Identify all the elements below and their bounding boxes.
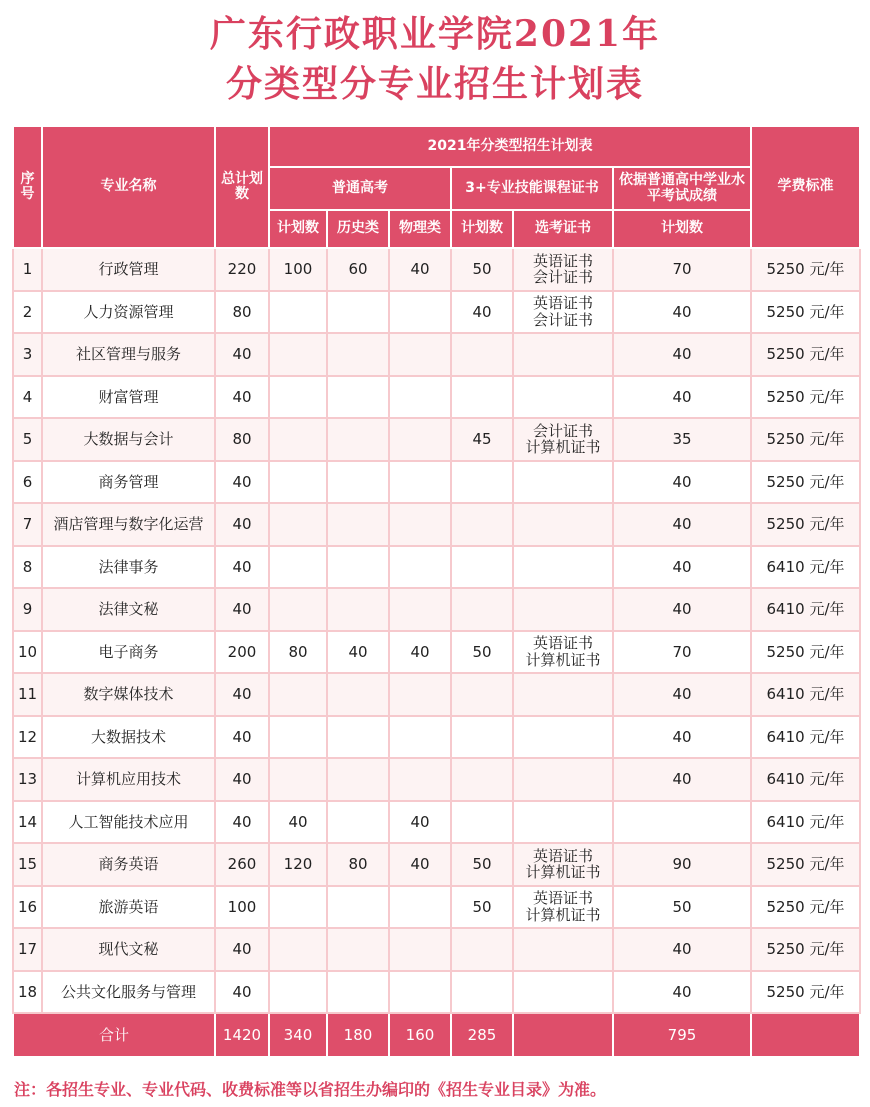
header-cert: 选考证书	[513, 210, 613, 248]
cell-total: 40	[215, 928, 269, 971]
cell-xueye-plan: 40	[613, 546, 751, 589]
cell-gaokao-plan	[269, 928, 327, 971]
cell-total: 40	[215, 461, 269, 504]
table-row	[13, 418, 860, 461]
cell-total: 40	[215, 588, 269, 631]
cell-cert	[513, 716, 613, 759]
cell-physics	[389, 291, 451, 334]
cell-xueye-plan: 40	[613, 588, 751, 631]
cell-history	[327, 291, 389, 334]
cell-major: 社区管理与服务	[42, 333, 215, 376]
header-plan-xueye: 计划数	[613, 210, 751, 248]
cell-xueye-plan: 40	[613, 928, 751, 971]
table-row	[13, 461, 860, 504]
cell-skill-plan	[451, 928, 513, 971]
cell-xueye-plan: 40	[613, 503, 751, 546]
cell-major: 电子商务	[42, 631, 215, 674]
total-xueye: 795	[613, 1013, 751, 1057]
cell-major: 财富管理	[42, 376, 215, 419]
cell-fee: 6410 元/年	[751, 801, 860, 844]
cell-cert	[513, 461, 613, 504]
cell-major: 人工智能技术应用	[42, 801, 215, 844]
cell-history	[327, 716, 389, 759]
cell-seq: 1	[13, 248, 42, 291]
table-row	[13, 843, 860, 886]
cell-major: 计算机应用技术	[42, 758, 215, 801]
table-row	[13, 971, 860, 1014]
cell-seq: 10	[13, 631, 42, 674]
cell-seq: 13	[13, 758, 42, 801]
cell-major: 商务管理	[42, 461, 215, 504]
cell-seq: 3	[13, 333, 42, 376]
cell-physics	[389, 758, 451, 801]
cell-major: 商务英语	[42, 843, 215, 886]
cell-total: 40	[215, 716, 269, 759]
cell-skill-plan	[451, 758, 513, 801]
cell-total: 40	[215, 801, 269, 844]
cell-cert	[513, 843, 613, 886]
cell-xueye-plan: 40	[613, 333, 751, 376]
cell-xueye-plan: 40	[613, 716, 751, 759]
cell-seq: 9	[13, 588, 42, 631]
table-row	[13, 716, 860, 759]
cell-cert	[513, 886, 613, 929]
cell-major: 法律文秘	[42, 588, 215, 631]
total-total: 1420	[215, 1013, 269, 1057]
total-physics: 160	[389, 1013, 451, 1057]
cell-history	[327, 758, 389, 801]
cell-skill-plan: 50	[451, 248, 513, 291]
cell-fee: 6410 元/年	[751, 673, 860, 716]
cell-total: 220	[215, 248, 269, 291]
cell-major: 行政管理	[42, 248, 215, 291]
cell-major: 人力资源管理	[42, 291, 215, 334]
cell-gaokao-plan	[269, 461, 327, 504]
cell-major: 公共文化服务与管理	[42, 971, 215, 1014]
cell-seq: 7	[13, 503, 42, 546]
table-row	[13, 248, 860, 291]
cell-physics	[389, 461, 451, 504]
cell-xueye-plan: 40	[613, 971, 751, 1014]
cell-total: 200	[215, 631, 269, 674]
cell-gaokao-plan: 80	[269, 631, 327, 674]
total-skill: 285	[451, 1013, 513, 1057]
header-plan-gaokao: 计划数	[269, 210, 327, 248]
cell-history	[327, 503, 389, 546]
cell-skill-plan	[451, 971, 513, 1014]
cell-history: 40	[327, 631, 389, 674]
cell-total: 40	[215, 971, 269, 1014]
cell-cert	[513, 418, 613, 461]
cell-physics	[389, 546, 451, 589]
cell-gaokao-plan	[269, 758, 327, 801]
table-row	[13, 291, 860, 334]
header-plan-skill: 计划数	[451, 210, 513, 248]
cell-history	[327, 928, 389, 971]
cert-line: 会计证书	[532, 310, 593, 329]
cell-cert	[513, 758, 613, 801]
header-group: 2021年分类型招生计划表	[269, 126, 751, 167]
total-label: 合计	[13, 1013, 215, 1057]
cell-history	[327, 333, 389, 376]
cell-seq: 5	[13, 418, 42, 461]
cell-physics: 40	[389, 843, 451, 886]
cert-line: 英语证书	[532, 294, 593, 313]
cell-fee: 5250 元/年	[751, 928, 860, 971]
table-row	[13, 333, 860, 376]
cell-fee: 6410 元/年	[751, 546, 860, 589]
cell-skill-plan: 50	[451, 631, 513, 674]
cell-physics	[389, 588, 451, 631]
cell-major: 大数据技术	[42, 716, 215, 759]
title-line-1: 广东行政职业学院2021年	[209, 13, 661, 55]
cell-fee: 6410 元/年	[751, 716, 860, 759]
cell-cert	[513, 376, 613, 419]
header-major: 专业名称	[42, 126, 215, 248]
cell-cert	[513, 546, 613, 589]
cell-physics: 40	[389, 631, 451, 674]
cell-xueye-plan: 35	[613, 418, 751, 461]
cell-major: 法律事务	[42, 546, 215, 589]
table-row	[13, 631, 860, 674]
table-row	[13, 673, 860, 716]
cell-fee: 5250 元/年	[751, 461, 860, 504]
cell-physics: 40	[389, 248, 451, 291]
cell-history	[327, 461, 389, 504]
cell-fee: 5250 元/年	[751, 631, 860, 674]
cell-cert	[513, 928, 613, 971]
cell-gaokao-plan	[269, 588, 327, 631]
cell-cert	[513, 673, 613, 716]
cell-xueye-plan: 40	[613, 376, 751, 419]
cell-fee: 5250 元/年	[751, 503, 860, 546]
cell-xueye-plan: 40	[613, 673, 751, 716]
cell-xueye-plan: 70	[613, 631, 751, 674]
cert-line: 英语证书	[532, 889, 593, 908]
table-row	[13, 758, 860, 801]
cert-line: 计算机证书	[525, 905, 601, 924]
cell-physics	[389, 333, 451, 376]
cert-line: 会计证书	[532, 268, 593, 287]
cell-seq: 15	[13, 843, 42, 886]
cell-seq: 12	[13, 716, 42, 759]
table-row	[13, 546, 860, 589]
title-line-2: 分类型分专业招生计划表	[225, 63, 644, 105]
cert-line: 英语证书	[532, 634, 593, 653]
cell-history	[327, 971, 389, 1014]
cell-skill-plan: 50	[451, 843, 513, 886]
cell-gaokao-plan	[269, 333, 327, 376]
cell-total: 260	[215, 843, 269, 886]
cell-history	[327, 588, 389, 631]
header-gaokao: 普通高考	[269, 167, 451, 210]
cell-xueye-plan: 50	[613, 886, 751, 929]
cell-gaokao-plan	[269, 971, 327, 1014]
cell-gaokao-plan	[269, 886, 327, 929]
cell-fee: 6410 元/年	[751, 588, 860, 631]
cell-fee: 5250 元/年	[751, 333, 860, 376]
cell-gaokao-plan	[269, 673, 327, 716]
cell-cert	[513, 631, 613, 674]
cell-total: 40	[215, 673, 269, 716]
cell-total: 40	[215, 758, 269, 801]
cell-major: 酒店管理与数字化运营	[42, 503, 215, 546]
table-row	[13, 928, 860, 971]
table-row	[13, 376, 860, 419]
cell-gaokao-plan	[269, 546, 327, 589]
cell-seq: 2	[13, 291, 42, 334]
cell-physics	[389, 503, 451, 546]
cert-line: 英语证书	[532, 251, 593, 270]
cell-history	[327, 418, 389, 461]
cell-total: 80	[215, 418, 269, 461]
cell-fee: 5250 元/年	[751, 291, 860, 334]
cell-major: 数字媒体技术	[42, 673, 215, 716]
cell-fee: 5250 元/年	[751, 418, 860, 461]
cell-seq: 4	[13, 376, 42, 419]
header-seq: 序号	[13, 126, 42, 248]
cell-skill-plan	[451, 376, 513, 419]
footnote: 注：各招生专业、专业代码、收费标准等以省招生办编印的《招生专业目录》为准。	[14, 1080, 607, 1099]
table-row	[13, 886, 860, 929]
cell-skill-plan: 40	[451, 291, 513, 334]
cell-fee: 6410 元/年	[751, 758, 860, 801]
cell-gaokao-plan	[269, 376, 327, 419]
cell-fee: 5250 元/年	[751, 376, 860, 419]
cell-gaokao-plan: 40	[269, 801, 327, 844]
total-row	[13, 1013, 860, 1057]
total-cert	[513, 1013, 613, 1057]
cell-physics	[389, 418, 451, 461]
cell-physics: 40	[389, 801, 451, 844]
cell-fee: 5250 元/年	[751, 886, 860, 929]
cell-physics	[389, 673, 451, 716]
cell-history: 60	[327, 248, 389, 291]
enrollment-plan-table	[12, 125, 861, 1058]
cell-skill-plan	[451, 588, 513, 631]
cert-line: 英语证书	[532, 846, 593, 865]
table-row	[13, 588, 860, 631]
table-row	[13, 801, 860, 844]
cell-skill-plan	[451, 673, 513, 716]
cell-history	[327, 886, 389, 929]
cell-total: 40	[215, 503, 269, 546]
header-skill: 3+专业技能课程证书	[451, 167, 613, 210]
cell-history	[327, 673, 389, 716]
cell-xueye-plan: 40	[613, 758, 751, 801]
cell-cert	[513, 588, 613, 631]
header-fee: 学费标准	[751, 126, 860, 248]
table-body	[13, 248, 860, 1013]
cell-skill-plan: 45	[451, 418, 513, 461]
cell-skill-plan	[451, 801, 513, 844]
cell-skill-plan	[451, 716, 513, 759]
cell-fee: 5250 元/年	[751, 843, 860, 886]
cell-history	[327, 546, 389, 589]
header-history: 历史类	[327, 210, 389, 248]
cell-gaokao-plan	[269, 503, 327, 546]
cell-total: 40	[215, 333, 269, 376]
cell-fee: 5250 元/年	[751, 971, 860, 1014]
cell-seq: 8	[13, 546, 42, 589]
cell-total: 40	[215, 546, 269, 589]
cell-history	[327, 801, 389, 844]
cell-physics	[389, 928, 451, 971]
cell-seq: 18	[13, 971, 42, 1014]
cert-line: 计算机证书	[525, 438, 601, 457]
cell-total: 80	[215, 291, 269, 334]
cell-xueye-plan: 70	[613, 248, 751, 291]
cell-cert	[513, 971, 613, 1014]
cell-major: 现代文秘	[42, 928, 215, 971]
cell-seq: 14	[13, 801, 42, 844]
cell-gaokao-plan	[269, 418, 327, 461]
cell-physics	[389, 886, 451, 929]
cell-gaokao-plan: 100	[269, 248, 327, 291]
cell-cert	[513, 801, 613, 844]
cell-major: 旅游英语	[42, 886, 215, 929]
cell-total: 40	[215, 376, 269, 419]
cell-cert	[513, 503, 613, 546]
cell-physics	[389, 971, 451, 1014]
cell-skill-plan	[451, 503, 513, 546]
total-history: 180	[327, 1013, 389, 1057]
cell-xueye-plan: 40	[613, 461, 751, 504]
cell-total: 100	[215, 886, 269, 929]
cert-line: 计算机证书	[525, 650, 601, 669]
cell-gaokao-plan	[269, 291, 327, 334]
cell-xueye-plan: 90	[613, 843, 751, 886]
cell-history: 80	[327, 843, 389, 886]
cert-line: 计算机证书	[525, 863, 601, 882]
total-gaokao: 340	[269, 1013, 327, 1057]
header-total: 总计划数	[215, 126, 269, 248]
cell-major: 大数据与会计	[42, 418, 215, 461]
cell-skill-plan	[451, 333, 513, 376]
cell-skill-plan	[451, 546, 513, 589]
cell-seq: 11	[13, 673, 42, 716]
cell-gaokao-plan: 120	[269, 843, 327, 886]
cell-seq: 16	[13, 886, 42, 929]
header-xueye: 依据普通高中学业水平考试成绩	[613, 167, 751, 210]
total-fee	[751, 1013, 860, 1057]
header-physics: 物理类	[389, 210, 451, 248]
cell-xueye-plan: 40	[613, 291, 751, 334]
cell-cert	[513, 291, 613, 334]
cell-cert	[513, 333, 613, 376]
cell-physics	[389, 716, 451, 759]
cell-seq: 17	[13, 928, 42, 971]
cell-fee: 5250 元/年	[751, 248, 860, 291]
cell-seq: 6	[13, 461, 42, 504]
cell-physics	[389, 376, 451, 419]
table-row	[13, 503, 860, 546]
cell-gaokao-plan	[269, 716, 327, 759]
cell-skill-plan	[451, 461, 513, 504]
cell-skill-plan: 50	[451, 886, 513, 929]
cell-history	[327, 376, 389, 419]
cert-line: 会计证书	[532, 421, 593, 440]
cell-cert	[513, 248, 613, 291]
cell-xueye-plan	[613, 801, 751, 844]
